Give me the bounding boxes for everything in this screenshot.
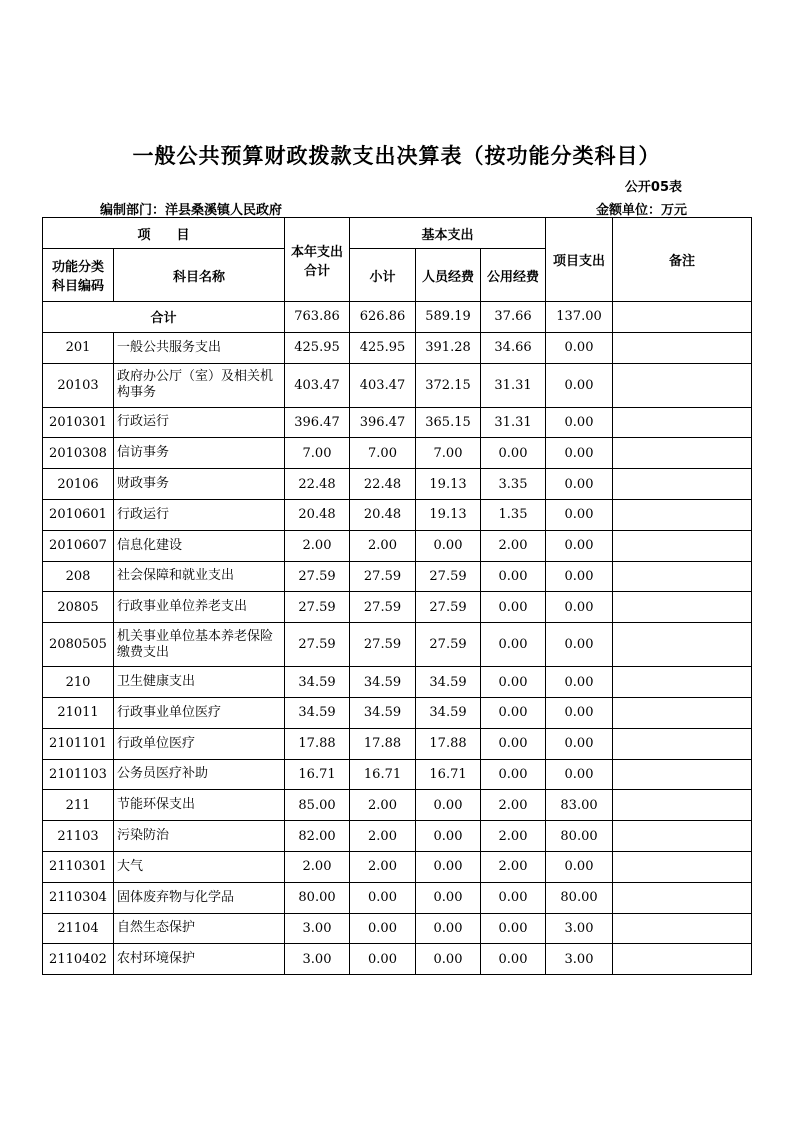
row-project: 0.00 bbox=[546, 667, 613, 698]
header-item: 项 目 bbox=[43, 218, 285, 249]
table-row bbox=[43, 667, 752, 698]
row-code: 2110304 bbox=[43, 882, 114, 913]
row-subtotal: 22.48 bbox=[350, 469, 416, 500]
row-remark bbox=[613, 469, 752, 500]
row-project: 0.00 bbox=[546, 697, 613, 728]
row-public: 0.00 bbox=[481, 697, 546, 728]
row-code: 2010601 bbox=[43, 499, 114, 530]
row-public: 0.00 bbox=[481, 882, 546, 913]
table-row bbox=[43, 882, 752, 913]
row-total: 34.59 bbox=[285, 667, 350, 698]
row-personnel: 0.00 bbox=[416, 913, 481, 944]
row-subtotal: 425.95 bbox=[350, 332, 416, 363]
row-total: 82.00 bbox=[285, 821, 350, 852]
row-remark bbox=[613, 913, 752, 944]
row-remark bbox=[613, 332, 752, 363]
row-code: 2110402 bbox=[43, 944, 114, 975]
total-total: 763.86 bbox=[285, 302, 350, 333]
row-name: 机关事业单位基本养老保险缴费支出 bbox=[114, 623, 285, 667]
row-remark bbox=[613, 530, 752, 561]
row-code: 2080505 bbox=[43, 623, 114, 667]
row-subtotal: 17.88 bbox=[350, 728, 416, 759]
row-remark bbox=[613, 623, 752, 667]
row-name: 行政事业单位养老支出 bbox=[114, 592, 285, 623]
row-total: 22.48 bbox=[285, 469, 350, 500]
row-public: 2.00 bbox=[481, 821, 546, 852]
row-total: 3.00 bbox=[285, 944, 350, 975]
row-remark bbox=[613, 561, 752, 592]
row-subtotal: 403.47 bbox=[350, 363, 416, 407]
row-subtotal: 2.00 bbox=[350, 851, 416, 882]
header-total: 本年支出合计 bbox=[285, 218, 350, 302]
row-name: 自然生态保护 bbox=[114, 913, 285, 944]
compiling-department: 编制部门：洋县桑溪镇人民政府 bbox=[100, 203, 283, 218]
row-public: 1.35 bbox=[481, 499, 546, 530]
row-public: 34.66 bbox=[481, 332, 546, 363]
row-public: 0.00 bbox=[481, 913, 546, 944]
row-name: 行政事业单位医疗 bbox=[114, 697, 285, 728]
row-name: 政府办公厅（室）及相关机构事务 bbox=[114, 363, 285, 407]
row-total: 20.48 bbox=[285, 499, 350, 530]
row-code: 20103 bbox=[43, 363, 114, 407]
row-total: 2.00 bbox=[285, 530, 350, 561]
row-public: 0.00 bbox=[481, 623, 546, 667]
table-row bbox=[43, 790, 752, 821]
row-public: 0.00 bbox=[481, 667, 546, 698]
row-total: 16.71 bbox=[285, 759, 350, 790]
table-row bbox=[43, 469, 752, 500]
table-row bbox=[43, 759, 752, 790]
row-public: 0.00 bbox=[481, 759, 546, 790]
row-code: 20805 bbox=[43, 592, 114, 623]
row-code: 2010308 bbox=[43, 438, 114, 469]
row-name: 信息化建设 bbox=[114, 530, 285, 561]
row-personnel: 0.00 bbox=[416, 882, 481, 913]
row-personnel: 27.59 bbox=[416, 623, 481, 667]
row-code: 2110301 bbox=[43, 851, 114, 882]
row-remark bbox=[613, 821, 752, 852]
row-subtotal: 2.00 bbox=[350, 790, 416, 821]
row-project: 0.00 bbox=[546, 851, 613, 882]
row-remark bbox=[613, 407, 752, 438]
row-project: 0.00 bbox=[546, 530, 613, 561]
row-total: 3.00 bbox=[285, 913, 350, 944]
row-project: 0.00 bbox=[546, 623, 613, 667]
row-total: 85.00 bbox=[285, 790, 350, 821]
row-remark bbox=[613, 728, 752, 759]
table-row bbox=[43, 332, 752, 363]
row-subtotal: 2.00 bbox=[350, 530, 416, 561]
total-row bbox=[43, 302, 752, 333]
table-row bbox=[43, 407, 752, 438]
row-total: 396.47 bbox=[285, 407, 350, 438]
row-code: 201 bbox=[43, 332, 114, 363]
row-subtotal: 2.00 bbox=[350, 821, 416, 852]
row-personnel: 19.13 bbox=[416, 499, 481, 530]
row-subtotal: 27.59 bbox=[350, 561, 416, 592]
row-code: 21104 bbox=[43, 913, 114, 944]
row-name: 固体废弃物与化学品 bbox=[114, 882, 285, 913]
row-project: 80.00 bbox=[546, 821, 613, 852]
form-number: 公开05表 bbox=[624, 180, 682, 195]
table-row bbox=[43, 728, 752, 759]
table-row bbox=[43, 851, 752, 882]
row-personnel: 27.59 bbox=[416, 592, 481, 623]
row-personnel: 19.13 bbox=[416, 469, 481, 500]
row-code: 208 bbox=[43, 561, 114, 592]
row-code: 2101103 bbox=[43, 759, 114, 790]
table-row bbox=[43, 438, 752, 469]
row-name: 农村环境保护 bbox=[114, 944, 285, 975]
row-personnel: 34.59 bbox=[416, 697, 481, 728]
row-remark bbox=[613, 759, 752, 790]
header-remark: 备注 bbox=[613, 218, 752, 302]
row-name: 公务员医疗补助 bbox=[114, 759, 285, 790]
row-public: 0.00 bbox=[481, 561, 546, 592]
row-personnel: 0.00 bbox=[416, 851, 481, 882]
row-personnel: 17.88 bbox=[416, 728, 481, 759]
row-code: 21011 bbox=[43, 697, 114, 728]
header-name: 科目名称 bbox=[114, 249, 285, 302]
row-subtotal: 16.71 bbox=[350, 759, 416, 790]
row-personnel: 391.28 bbox=[416, 332, 481, 363]
row-total: 2.00 bbox=[285, 851, 350, 882]
row-subtotal: 0.00 bbox=[350, 882, 416, 913]
row-code: 2010301 bbox=[43, 407, 114, 438]
row-public: 2.00 bbox=[481, 790, 546, 821]
row-total: 17.88 bbox=[285, 728, 350, 759]
row-public: 0.00 bbox=[481, 592, 546, 623]
row-remark bbox=[613, 790, 752, 821]
row-personnel: 0.00 bbox=[416, 944, 481, 975]
row-name: 污染防治 bbox=[114, 821, 285, 852]
row-name: 财政事务 bbox=[114, 469, 285, 500]
table-row bbox=[43, 592, 752, 623]
row-personnel: 0.00 bbox=[416, 790, 481, 821]
row-subtotal: 0.00 bbox=[350, 913, 416, 944]
row-total: 34.59 bbox=[285, 697, 350, 728]
row-code: 20106 bbox=[43, 469, 114, 500]
row-project: 0.00 bbox=[546, 438, 613, 469]
row-total: 403.47 bbox=[285, 363, 350, 407]
row-subtotal: 27.59 bbox=[350, 623, 416, 667]
row-public: 3.35 bbox=[481, 469, 546, 500]
row-personnel: 27.59 bbox=[416, 561, 481, 592]
header-project: 项目支出 bbox=[546, 218, 613, 302]
header-subtotal: 小计 bbox=[350, 249, 416, 302]
row-subtotal: 396.47 bbox=[350, 407, 416, 438]
row-remark bbox=[613, 944, 752, 975]
row-remark bbox=[613, 851, 752, 882]
row-public: 31.31 bbox=[481, 363, 546, 407]
row-personnel: 7.00 bbox=[416, 438, 481, 469]
table-row bbox=[43, 913, 752, 944]
row-code: 2010607 bbox=[43, 530, 114, 561]
row-project: 3.00 bbox=[546, 913, 613, 944]
row-project: 83.00 bbox=[546, 790, 613, 821]
row-total: 27.59 bbox=[285, 592, 350, 623]
row-name: 卫生健康支出 bbox=[114, 667, 285, 698]
row-code: 211 bbox=[43, 790, 114, 821]
row-total: 27.59 bbox=[285, 561, 350, 592]
row-personnel: 365.15 bbox=[416, 407, 481, 438]
row-public: 0.00 bbox=[481, 944, 546, 975]
row-subtotal: 0.00 bbox=[350, 944, 416, 975]
row-subtotal: 7.00 bbox=[350, 438, 416, 469]
row-total: 7.00 bbox=[285, 438, 350, 469]
row-public: 0.00 bbox=[481, 728, 546, 759]
row-name: 行政单位医疗 bbox=[114, 728, 285, 759]
total-project: 137.00 bbox=[546, 302, 613, 333]
row-remark bbox=[613, 438, 752, 469]
row-personnel: 372.15 bbox=[416, 363, 481, 407]
table-row bbox=[43, 499, 752, 530]
table-row bbox=[43, 944, 752, 975]
row-project: 0.00 bbox=[546, 407, 613, 438]
row-remark bbox=[613, 667, 752, 698]
table-row bbox=[43, 363, 752, 407]
table-row bbox=[43, 697, 752, 728]
row-remark bbox=[613, 592, 752, 623]
total-public: 37.66 bbox=[481, 302, 546, 333]
row-code: 210 bbox=[43, 667, 114, 698]
table-row bbox=[43, 530, 752, 561]
header-public: 公用经费 bbox=[481, 249, 546, 302]
row-name: 信访事务 bbox=[114, 438, 285, 469]
total-subtotal: 626.86 bbox=[350, 302, 416, 333]
row-project: 0.00 bbox=[546, 469, 613, 500]
table-row bbox=[43, 821, 752, 852]
row-name: 节能环保支出 bbox=[114, 790, 285, 821]
header-code: 功能分类科目编码 bbox=[43, 249, 114, 302]
row-project: 0.00 bbox=[546, 592, 613, 623]
row-personnel: 0.00 bbox=[416, 821, 481, 852]
row-code: 21103 bbox=[43, 821, 114, 852]
total-label: 合计 bbox=[43, 302, 285, 333]
row-name: 行政运行 bbox=[114, 407, 285, 438]
row-public: 31.31 bbox=[481, 407, 546, 438]
row-name: 行政运行 bbox=[114, 499, 285, 530]
row-personnel: 16.71 bbox=[416, 759, 481, 790]
row-remark bbox=[613, 697, 752, 728]
row-public: 2.00 bbox=[481, 851, 546, 882]
row-personnel: 0.00 bbox=[416, 530, 481, 561]
page-title: 一般公共预算财政拨款支出决算表（按功能分类科目） bbox=[132, 143, 661, 168]
row-public: 0.00 bbox=[481, 438, 546, 469]
table-row bbox=[43, 561, 752, 592]
row-total: 27.59 bbox=[285, 623, 350, 667]
row-project: 0.00 bbox=[546, 759, 613, 790]
row-project: 3.00 bbox=[546, 944, 613, 975]
row-total: 80.00 bbox=[285, 882, 350, 913]
header-basic: 基本支出 bbox=[350, 218, 546, 249]
amount-unit: 金额单位：万元 bbox=[595, 203, 687, 218]
row-total: 425.95 bbox=[285, 332, 350, 363]
row-project: 80.00 bbox=[546, 882, 613, 913]
total-personnel: 589.19 bbox=[416, 302, 481, 333]
row-subtotal: 34.59 bbox=[350, 697, 416, 728]
row-name: 大气 bbox=[114, 851, 285, 882]
row-project: 0.00 bbox=[546, 332, 613, 363]
row-project: 0.00 bbox=[546, 728, 613, 759]
row-subtotal: 20.48 bbox=[350, 499, 416, 530]
row-project: 0.00 bbox=[546, 561, 613, 592]
total-remark bbox=[613, 302, 752, 333]
row-name: 社会保障和就业支出 bbox=[114, 561, 285, 592]
row-project: 0.00 bbox=[546, 499, 613, 530]
row-remark bbox=[613, 499, 752, 530]
row-subtotal: 34.59 bbox=[350, 667, 416, 698]
header-personnel: 人员经费 bbox=[416, 249, 481, 302]
row-subtotal: 27.59 bbox=[350, 592, 416, 623]
row-project: 0.00 bbox=[546, 363, 613, 407]
row-public: 2.00 bbox=[481, 530, 546, 561]
table-row bbox=[43, 623, 752, 667]
row-personnel: 34.59 bbox=[416, 667, 481, 698]
row-remark bbox=[613, 363, 752, 407]
expenditure-table bbox=[42, 217, 752, 975]
row-code: 2101101 bbox=[43, 728, 114, 759]
row-remark bbox=[613, 882, 752, 913]
row-name: 一般公共服务支出 bbox=[114, 332, 285, 363]
